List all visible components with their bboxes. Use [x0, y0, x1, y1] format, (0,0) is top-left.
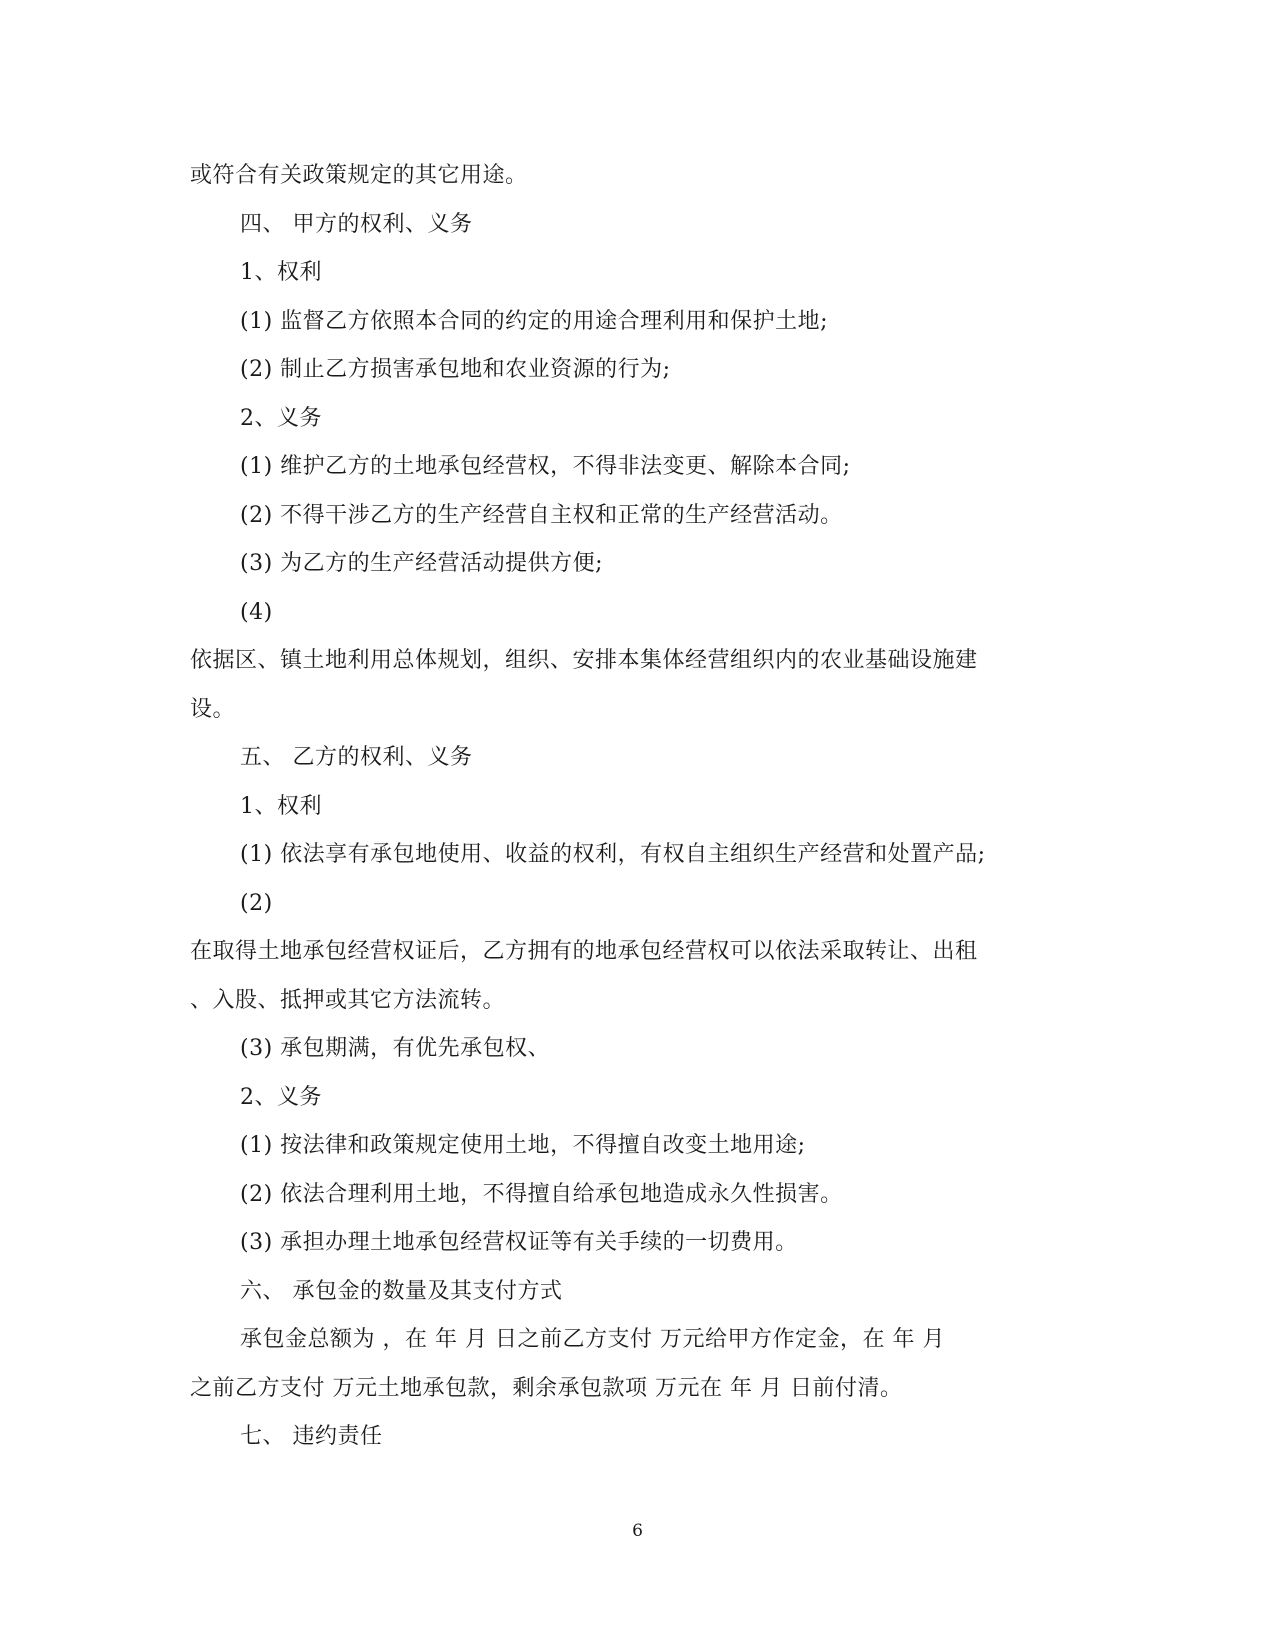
- text-line: 依据区、镇土地利用总体规划，组织、安排本集体经营组织内的农业基础设施建: [190, 648, 978, 673]
- section-heading: 六、 承包金的数量及其支付方式: [240, 1278, 563, 1304]
- list-item: (1) 依法享有承包地使用、收益的权利，有权自主组织生产经营和处置产品;: [240, 842, 986, 867]
- list-item: (1) 按法律和政策规定使用土地，不得擅自改变土地用途;: [240, 1133, 806, 1158]
- list-item: (1) 监督乙方依照本合同的约定的用途合理利用和保护土地;: [240, 308, 829, 334]
- list-item: (1) 维护乙方的土地承包经营权，不得非法变更、解除本合同;: [240, 454, 851, 479]
- text-line: 承包金总额为 ，在 年 月 日之前乙方支付 万元给甲方作定金，在 年 月: [240, 1327, 945, 1352]
- list-item: (3) 承包期满，有优先承包权、: [240, 1036, 551, 1061]
- subsection-heading: 2、义务: [240, 1084, 322, 1110]
- list-item: (3) 为乙方的生产经营活动提供方便;: [240, 551, 604, 576]
- list-item: (2) 依法合理利用土地，不得擅自给承包地造成永久性损害。: [240, 1181, 843, 1207]
- text-line: 之前乙方支付 万元土地承包款，剩余承包款项 万元在 年 月 日前付清。: [190, 1375, 903, 1401]
- text-line: 或符合有关政策规定的其它用途。: [190, 163, 528, 188]
- list-item: (2) 不得干涉乙方的生产经营自主权和正常的生产经营活动。: [240, 502, 843, 528]
- section-heading: 五、 乙方的权利、义务: [240, 745, 473, 770]
- subsection-heading: 2、义务: [240, 405, 322, 431]
- page-number: 6: [632, 1521, 643, 1541]
- list-item: (3) 承担办理土地承包经营权证等有关手续的一切费用。: [240, 1230, 798, 1255]
- list-item: (4): [240, 599, 273, 625]
- text-line: 、入股、抵押或其它方法流转。: [190, 987, 506, 1013]
- section-heading: 七、 违约责任: [240, 1424, 383, 1449]
- list-item: (2) 制止乙方损害承包地和农业资源的行为;: [240, 357, 671, 382]
- list-item: (2): [240, 890, 273, 916]
- body-text: [190, 152, 1070, 1462]
- text-line: 设。: [190, 696, 236, 722]
- subsection-heading: 1、权利: [240, 260, 322, 285]
- subsection-heading: 1、权利: [240, 793, 322, 819]
- section-heading: 四、 甲方的权利、义务: [240, 211, 473, 237]
- text-line: 在取得土地承包经营权证后，乙方拥有的地承包经营权可以依法采取转让、出租: [190, 939, 978, 964]
